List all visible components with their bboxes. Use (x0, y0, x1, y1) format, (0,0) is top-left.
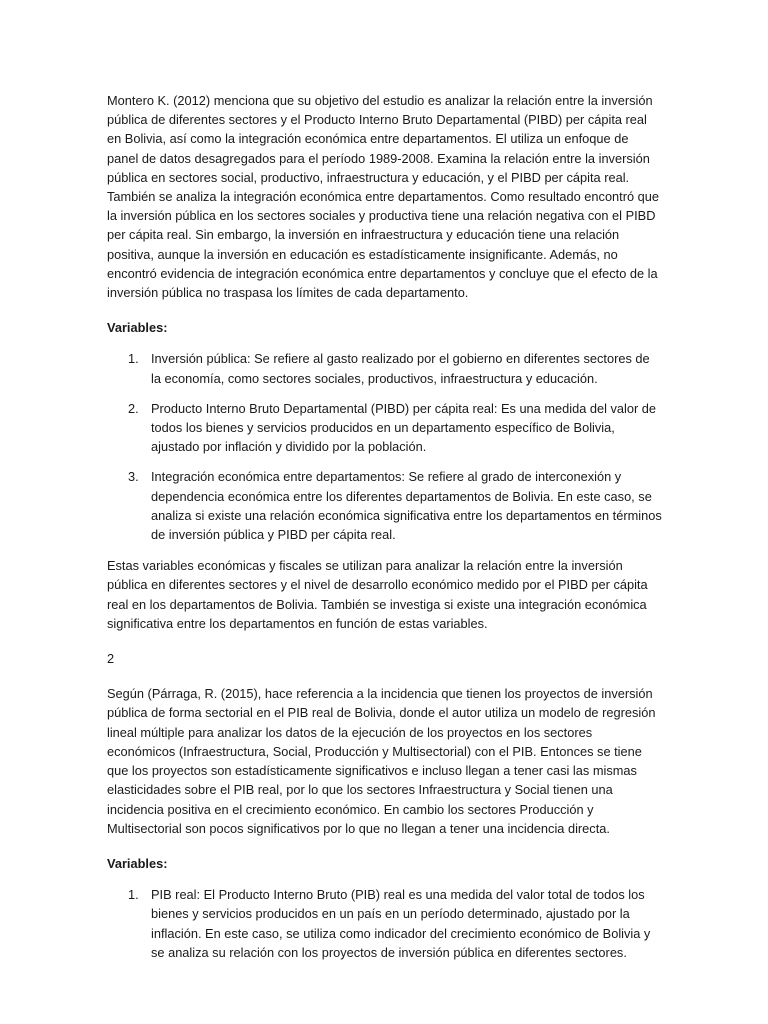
list-item (107, 349, 663, 387)
list-item-text: PIB real: El Producto Interno Bruto (PIB) real es una medida del valor total de todos los bienes y servicios producidos en un país en un período determinado, ajustado por la inflación. En este caso, se utiliza como indicador del crecimiento económico de Bolivia y se analiza su relación con los proyectos de inversión pública en diferentes sectores. (151, 887, 651, 960)
list-number: 3. (128, 469, 139, 485)
list-number: 1. (128, 887, 139, 903)
list-item (107, 467, 663, 544)
second-paragraph: Según (Párraga, R. (2015), hace referencia a la incidencia que tienen los proyectos de inversión pública de forma sectorial en el PIB real de Bolivia, donde el autor utiliza un modelo de regresión lineal múltiple para analizar los datos de la ejecución de los proyectos en los sectores económicos (Infraestructura, Social, Producción y Multisectorial) con el PIB. Entonces se tiene que los proyectos son estadísticamente significativos e incluso llegan a tener casi las mismas elasticidades sobre el PIB real, por lo que los sectores Infraestructura y Social tienen una incidencia positiva en el crecimiento económico. En cambio los sectores Producción y Multisectorial son pocos significativos por lo que no llegan a tener una incidencia directa. (107, 686, 656, 836)
list-item (107, 885, 663, 962)
section-marker: 2 (107, 651, 115, 667)
list-item-text: Producto Interno Bruto Departamental (PIBD) per cápita real: Es una medida del valor de todos los bienes y servicios producidos en un departamento específico de Bolivia, ajustado por inflación y dividido por la población. (151, 400, 657, 455)
list-number: 2. (128, 400, 139, 416)
list-number: 1. (128, 351, 139, 367)
list-item-text: Integración económica entre departamentos: Se refiere al grado de interconexión y dependencia económica entre los diferentes departamentos de Bolivia. En este caso, se analiza si existe una relación económica significativa entre los departamentos en términos de inversión pública y PIBD per cápita real. (151, 469, 662, 543)
document-page (107, 91, 663, 974)
list-item (107, 399, 663, 457)
variables-list-2 (107, 885, 663, 962)
closing-paragraph: Estas variables económicas y fiscales se utilizan para analizar la relación entre la inversión pública en diferentes sectores y el nivel de desarrollo económico medido por el PIBD per cápita real en los departamentos de Bolivia. También se investiga si existe una integración económica significativa entre los departamentos en función de estas variables. (107, 558, 648, 631)
variables-heading: Variables: (107, 320, 168, 336)
variables-list (107, 349, 663, 544)
variables-heading-2: Variables: (107, 855, 168, 871)
intro-paragraph: Montero K. (2012) menciona que su objetivo del estudio es analizar la relación entre la inversión pública de diferentes sectores y el Producto Interno Bruto Departamental (PIBD) per cápita real en Bolivia, así como la integración económica entre departamentos. El utiliza un enfoque de panel de datos desagregados para el período 1989-2008. Examina la relación entre la inversión pública en sectores social, productivo, infraestructura y educación, y el PIBD per cápita real. También se analiza la integración económica entre departamentos. Como resultado encontró que la inversión pública en los sectores sociales y productiva tiene una relación negativa con el PIBD per cápita real. Sin embargo, la inversión en infraestructura y educación tiene una relación positiva, aunque la inversión en educación es estadísticamente insignificante. Además, no encontró evidencia de integración económica entre departamentos y concluye que el efecto de la inversión pública no traspasa los límites de cada departamento. (107, 93, 660, 301)
list-item-text: Inversión pública: Se refiere al gasto realizado por el gobierno en diferentes sectores de la economía, como sectores sociales, productivos, infraestructura y educación. (151, 351, 650, 386)
